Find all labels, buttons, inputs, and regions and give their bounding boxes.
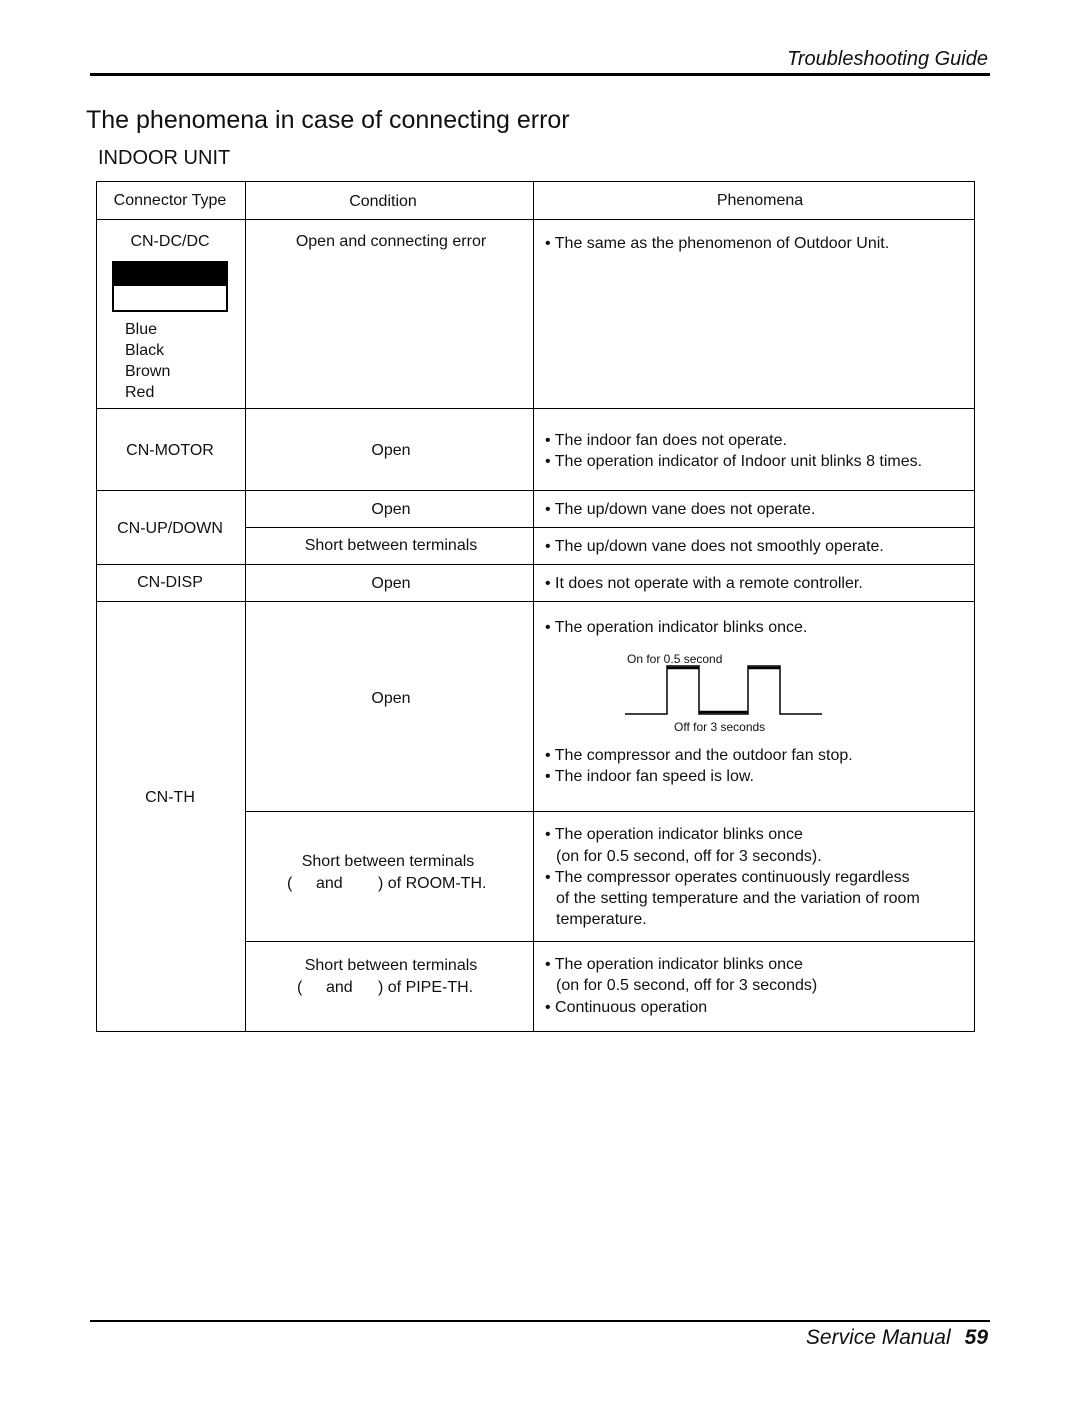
- wire-color: Red: [125, 384, 155, 401]
- phenomena-item: • The indoor fan speed is low.: [545, 766, 754, 787]
- phenomena-item: • The operation indicator blinks once: [545, 824, 803, 845]
- condition-cell: ) of ROOM-TH.: [378, 875, 487, 892]
- wire-color: Black: [125, 342, 165, 359]
- table-border-right: [974, 181, 975, 1032]
- connector-cn-motor: CN-MOTOR: [126, 442, 214, 459]
- table-border-left: [96, 181, 97, 1032]
- phenomena-item: • The up/down vane does not operate.: [545, 499, 815, 520]
- table-divider-1: [245, 181, 246, 1032]
- blink-timing-diagram: [620, 660, 825, 720]
- col-header-phenomena: Phenomena: [716, 192, 804, 209]
- col-header-connector: Connector Type: [113, 192, 227, 209]
- phenomena-item: of the setting temperature and the variation of room: [556, 890, 920, 907]
- connector-cn-dc: CN-DC/DC: [130, 233, 210, 250]
- page-title: The phenomena in case of connecting error: [86, 106, 570, 134]
- condition-cell: Open: [371, 501, 411, 518]
- condition-cell: Open: [371, 442, 411, 459]
- page-number: 59: [964, 1326, 988, 1349]
- wire-color: Blue: [125, 321, 158, 338]
- phenomena-item: (on for 0.5 second, off for 3 seconds): [556, 977, 818, 994]
- table-divider-2: [533, 181, 534, 1032]
- table-border-bottom: [96, 1031, 975, 1032]
- footer: [806, 1326, 988, 1350]
- row-rule: [245, 527, 975, 528]
- table-header-rule: [96, 219, 975, 220]
- phenomena-item: • The operation indicator blinks once: [545, 954, 803, 975]
- condition-cell: (: [297, 979, 303, 996]
- col-header-condition: Condition: [349, 193, 417, 210]
- header-rule: [90, 73, 990, 76]
- row-rule: [96, 490, 975, 491]
- wire-color: Brown: [125, 363, 171, 380]
- condition-cell: Short between terminals: [304, 537, 478, 554]
- row-rule: [96, 601, 975, 602]
- phenomena-item: • The operation indicator of Indoor unit blinks 8 times.: [545, 451, 922, 472]
- condition-cell: and: [326, 979, 353, 996]
- condition-cell: ) of PIPE-TH.: [378, 979, 474, 996]
- connector-cn-disp: CN-DISP: [137, 574, 203, 591]
- condition-cell: Short between terminals: [304, 957, 478, 974]
- timing-on-label: On for 0.5 second: [627, 652, 723, 666]
- row-rule: [245, 941, 975, 942]
- footer-rule: [90, 1320, 990, 1322]
- condition-cell: Short between terminals: [301, 853, 475, 870]
- row-rule: [96, 408, 975, 409]
- phenomena-item: • The same as the phenomenon of Outdoor Unit.: [545, 233, 889, 254]
- row-rule: [96, 564, 975, 565]
- table-border-top: [96, 181, 975, 182]
- condition-cell: Open: [371, 575, 411, 592]
- condition-cell: Open and connecting error: [295, 233, 487, 250]
- row-rule: [245, 811, 975, 812]
- phenomena-item: (on for 0.5 second, off for 3 seconds).: [556, 848, 822, 865]
- timing-off-label: Off for 3 seconds: [674, 720, 766, 734]
- phenomena-item: temperature.: [556, 911, 647, 928]
- phenomena-item: • The compressor and the outdoor fan stop.: [545, 745, 853, 766]
- condition-cell: and: [316, 875, 343, 892]
- connector-diagram: [112, 261, 228, 312]
- phenomena-item: • It does not operate with a remote controller.: [545, 573, 863, 594]
- phenomena-item: • Continuous operation: [545, 997, 707, 1018]
- header-section-title: Troubleshooting Guide: [787, 48, 988, 70]
- footer-title: Service Manual: [805, 1326, 951, 1349]
- section-title: INDOOR UNIT: [98, 147, 231, 169]
- phenomena-item: • The compressor operates continuously regardless: [545, 867, 910, 888]
- connector-cn-th: CN-TH: [145, 789, 195, 806]
- condition-cell: Open: [371, 690, 411, 707]
- phenomena-item: • The indoor fan does not operate.: [545, 430, 787, 451]
- connector-cn-updown: CN-UP/DOWN: [117, 520, 223, 537]
- phenomena-item: • The up/down vane does not smoothly operate.: [545, 536, 884, 557]
- phenomena-item: • The operation indicator blinks once.: [545, 617, 807, 638]
- condition-cell: (: [287, 875, 293, 892]
